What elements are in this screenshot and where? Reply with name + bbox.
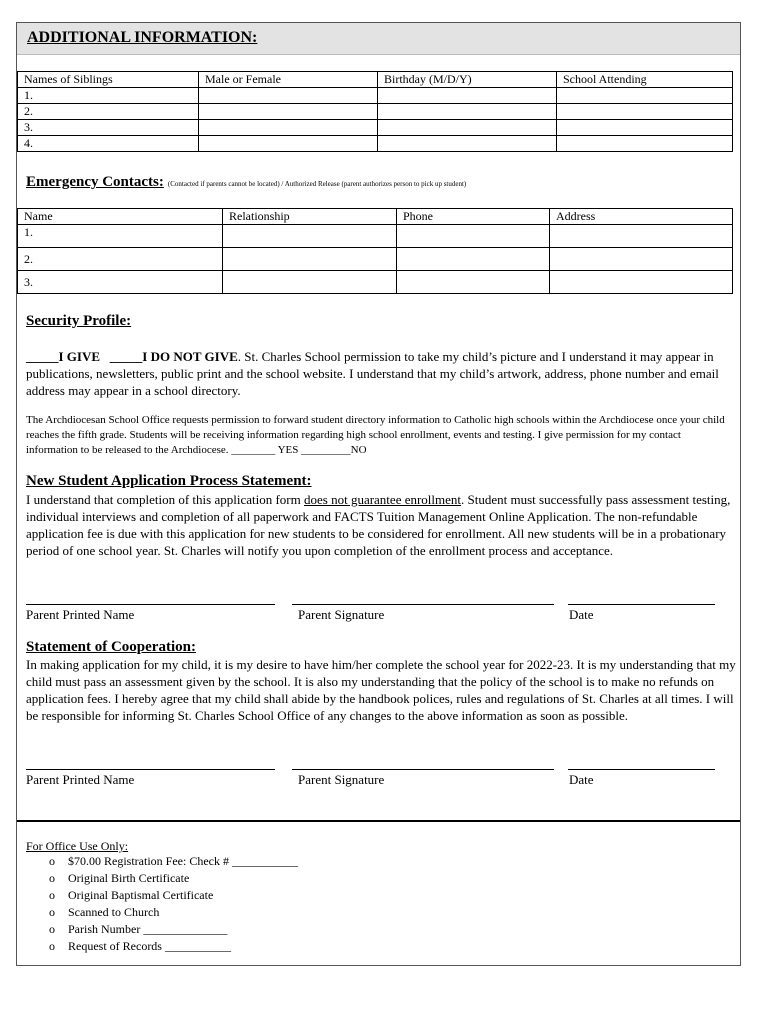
column-header: Relationship	[223, 209, 397, 225]
row-number: 2.	[18, 104, 199, 120]
siblings-table	[17, 71, 733, 152]
section-title-security: Security Profile:	[26, 313, 132, 329]
bullet-icon: o	[49, 922, 55, 936]
section-title-cooperation: Statement of Cooperation:	[26, 639, 196, 655]
emergency-note: (Contacted if parents cannot be located) / Authorized Release (parent authorizes person to pick up student)	[167, 180, 467, 188]
table-row	[18, 104, 733, 120]
cooperation-paragraph: In making application for my child, it is my desire to have him/her complete the school year for 2022-23. It is my understanding that my child must pass an assessment given by the school. It is also my understanding that the policy of the school is to make no refunds on application fees. I hereby agree that my child shall abide by the handbook polices, rules and regulations of St. Charles at all times. I will be responsible for informing St. Charles School Office of any changes to the above information as soon as possible.	[26, 657, 736, 723]
list-item[interactable]	[36, 887, 298, 904]
label-parent-printed-name: Parent Printed Name	[26, 772, 135, 787]
signature-line-printed-name[interactable]	[26, 769, 275, 770]
table-cell[interactable]	[378, 88, 557, 104]
list-item[interactable]	[36, 904, 298, 921]
column-header: Name	[18, 209, 223, 225]
column-header: Address	[550, 209, 733, 225]
table-cell[interactable]	[199, 88, 378, 104]
office-use-title: For Office Use Only:	[26, 839, 129, 853]
column-header: Birthday (M/D/Y)	[378, 72, 557, 88]
column-header: Male or Female	[199, 72, 378, 88]
table-row	[18, 271, 733, 294]
list-item[interactable]	[36, 870, 298, 887]
archdiocese-paragraph: The Archdiocesan School Office requests permission to forward student directory information to Catholic high schools within the Archdiocese once your child reaches the fifth grade. Students will be receiving information regarding high school enrollment, events and testing. I give permission for my contact information to be released to the Archdiocese. ________ YES _________NO	[26, 414, 725, 456]
signature-line-signature[interactable]	[292, 604, 554, 605]
row-number: 1.	[18, 225, 223, 248]
label-parent-printed-name: Parent Printed Name	[26, 607, 135, 622]
list-item[interactable]	[36, 853, 298, 870]
bullet-icon: o	[49, 854, 55, 868]
table-cell[interactable]	[378, 104, 557, 120]
table-row	[18, 88, 733, 104]
bullet-icon: o	[49, 939, 55, 953]
table-row	[18, 120, 733, 136]
list-item-label: Parish Number ______________	[68, 922, 228, 936]
bullet-icon: o	[49, 888, 55, 902]
section-title-application: New Student Application Process Statement:	[26, 473, 312, 489]
table-cell[interactable]	[223, 271, 397, 294]
table-cell[interactable]	[397, 225, 550, 248]
application-text-before: I understand that completion of this application form	[26, 492, 304, 507]
row-number: 1.	[18, 88, 199, 104]
table-cell[interactable]	[557, 120, 733, 136]
table-row	[18, 248, 733, 271]
row-number: 2.	[18, 248, 223, 271]
application-text-after: . Student must successfully pass assessment testing, individual interviews and completion of all paperwork and FACTS Tuition Management Online Application. The non-refundable application fee is due with this application for new students to be considered for enrollment. All new students will be in a probationary period of one school year. St. Charles will notify you upon completion of the enrollment process and acceptance.	[26, 492, 731, 558]
security-paragraph	[26, 348, 726, 399]
list-item-label: $70.00 Registration Fee: Check # ___________	[68, 854, 298, 868]
list-item-label: Scanned to Church	[68, 905, 160, 919]
list-item-label: Original Baptismal Certificate	[68, 888, 214, 902]
label-date: Date	[569, 772, 594, 787]
table-header-row	[18, 72, 733, 88]
list-item[interactable]	[36, 938, 298, 955]
table-row	[18, 225, 733, 248]
list-item-label: Original Birth Certificate	[68, 871, 190, 885]
list-item[interactable]	[36, 921, 298, 938]
table-cell[interactable]	[550, 225, 733, 248]
table-cell[interactable]	[397, 248, 550, 271]
table-row	[18, 136, 733, 152]
table-cell[interactable]	[557, 88, 733, 104]
bullet-icon: o	[49, 905, 55, 919]
signature-line-printed-name[interactable]	[26, 604, 275, 605]
header-band	[17, 23, 740, 55]
section-title-emergency: Emergency Contacts:	[26, 174, 164, 190]
section-title-additional-info: ADDITIONAL INFORMATION:	[27, 29, 258, 46]
table-header-row	[18, 209, 733, 225]
emergency-heading	[26, 173, 466, 191]
application-text-underlined: does not guarantee enrollment	[304, 492, 462, 507]
row-number: 3.	[18, 271, 223, 294]
form-frame	[16, 22, 741, 966]
table-cell[interactable]	[557, 104, 733, 120]
table-cell[interactable]	[378, 136, 557, 152]
table-cell[interactable]	[199, 104, 378, 120]
column-header: Phone	[397, 209, 550, 225]
label-parent-signature: Parent Signature	[298, 607, 385, 622]
security-text: . St. Charles School permission to take my child’s picture and I understand it may appear in publications, newsletters, public print and the school website. I understand that my child’s artwork, address, phone number and email address may appear in a school directory.	[26, 349, 719, 398]
signature-line-date[interactable]	[568, 604, 715, 605]
row-number: 3.	[18, 120, 199, 136]
column-header: School Attending	[557, 72, 733, 88]
office-checklist	[36, 853, 298, 955]
table-cell[interactable]	[223, 248, 397, 271]
table-cell[interactable]	[199, 136, 378, 152]
bullet-icon: o	[49, 871, 55, 885]
office-divider	[17, 820, 740, 822]
list-item-label: Request of Records ___________	[68, 939, 231, 953]
not-give-option[interactable]: _____I DO NOT GIVE	[109, 349, 238, 364]
table-cell[interactable]	[550, 271, 733, 294]
row-number: 4.	[18, 136, 199, 152]
give-option[interactable]: _____I GIVE	[26, 349, 101, 364]
signature-line-signature[interactable]	[292, 769, 554, 770]
table-cell[interactable]	[199, 120, 378, 136]
table-cell[interactable]	[223, 225, 397, 248]
signature-line-date[interactable]	[568, 769, 715, 770]
table-cell[interactable]	[397, 271, 550, 294]
application-paragraph	[26, 491, 734, 559]
table-cell[interactable]	[378, 120, 557, 136]
table-cell[interactable]	[557, 136, 733, 152]
table-cell[interactable]	[550, 248, 733, 271]
column-header: Names of Siblings	[18, 72, 199, 88]
label-date: Date	[569, 607, 594, 622]
label-parent-signature: Parent Signature	[298, 772, 385, 787]
emergency-table	[17, 208, 733, 294]
